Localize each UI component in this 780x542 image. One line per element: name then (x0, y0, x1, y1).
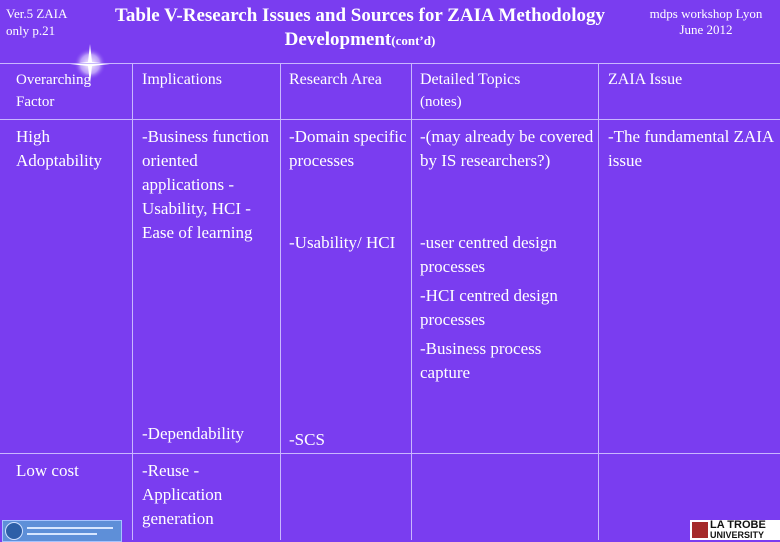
version-note: only p.21 (6, 23, 56, 38)
title-line-2 (80, 28, 640, 53)
university-seal-icon (5, 522, 23, 540)
detailed-topics-label: Detailed Topics (420, 71, 521, 88)
version-text: Ver.5 ZAIA (6, 6, 68, 21)
row-1-factor: High Adoptability (16, 127, 102, 170)
slide-title (80, 4, 640, 53)
workshop-date: June 2012 (679, 22, 733, 37)
table-top-border (0, 63, 780, 64)
version-label (6, 5, 67, 39)
column-header-zaia-issue: ZAIA Issue (608, 71, 683, 88)
row-1-implications-dependability: -Dependability (142, 424, 244, 443)
title-line-2-text: Development (284, 29, 392, 50)
row-divider (0, 453, 780, 454)
header-row-border (0, 119, 780, 120)
university-logo-left (2, 520, 122, 542)
row-2-implications: -Reuse -Application generation (142, 461, 223, 528)
column-divider-3 (411, 63, 412, 540)
title-suffix: (cont’d) (391, 33, 436, 48)
row-1-research-area-domain: -Domain specific processes (289, 127, 407, 170)
la-trobe-text (710, 520, 766, 540)
row-1-implications: -Business function oriented applications -Usability, HCI -Ease of learning (142, 127, 270, 242)
row-1-zaia-issue: -The fundamental ZAIA issue (608, 127, 774, 170)
row-2-factor: Low cost (16, 461, 79, 480)
la-trobe-crest-icon (692, 522, 708, 538)
column-header-implications: Implications (142, 71, 222, 88)
la-trobe-sub: UNIVERSITY (710, 530, 765, 540)
column-divider-4 (598, 63, 599, 540)
row-1-topic-business-process: -Business process capture (420, 339, 542, 382)
row-1-topic-user-centred: -user centred design processes (420, 233, 557, 276)
row-1-topic-hci-centred: -HCI centred design processes (420, 286, 558, 329)
column-header-research-area: Research Area (289, 71, 382, 88)
la-trobe-brand: LA TROBE (710, 519, 766, 531)
detailed-topics-notes: (notes) (420, 94, 462, 110)
row-1-research-area-usability: -Usability/ HCI (289, 233, 396, 252)
workshop-info (636, 6, 776, 38)
row-1-topic-is-researchers: -(may already be covered by IS researchers?) (420, 127, 594, 170)
column-header-detailed-topics (420, 69, 595, 113)
column-divider-1 (132, 63, 133, 540)
workshop-name: mdps workshop Lyon (649, 6, 763, 21)
title-line-1: Table V-Research Issues and Sources for ZAIA Methodology (114, 5, 605, 26)
la-trobe-logo (690, 520, 780, 540)
column-divider-2 (280, 63, 281, 540)
row-1-research-area-scs: -SCS (289, 430, 325, 449)
column-header-factor: Overarching Factor (16, 72, 91, 110)
